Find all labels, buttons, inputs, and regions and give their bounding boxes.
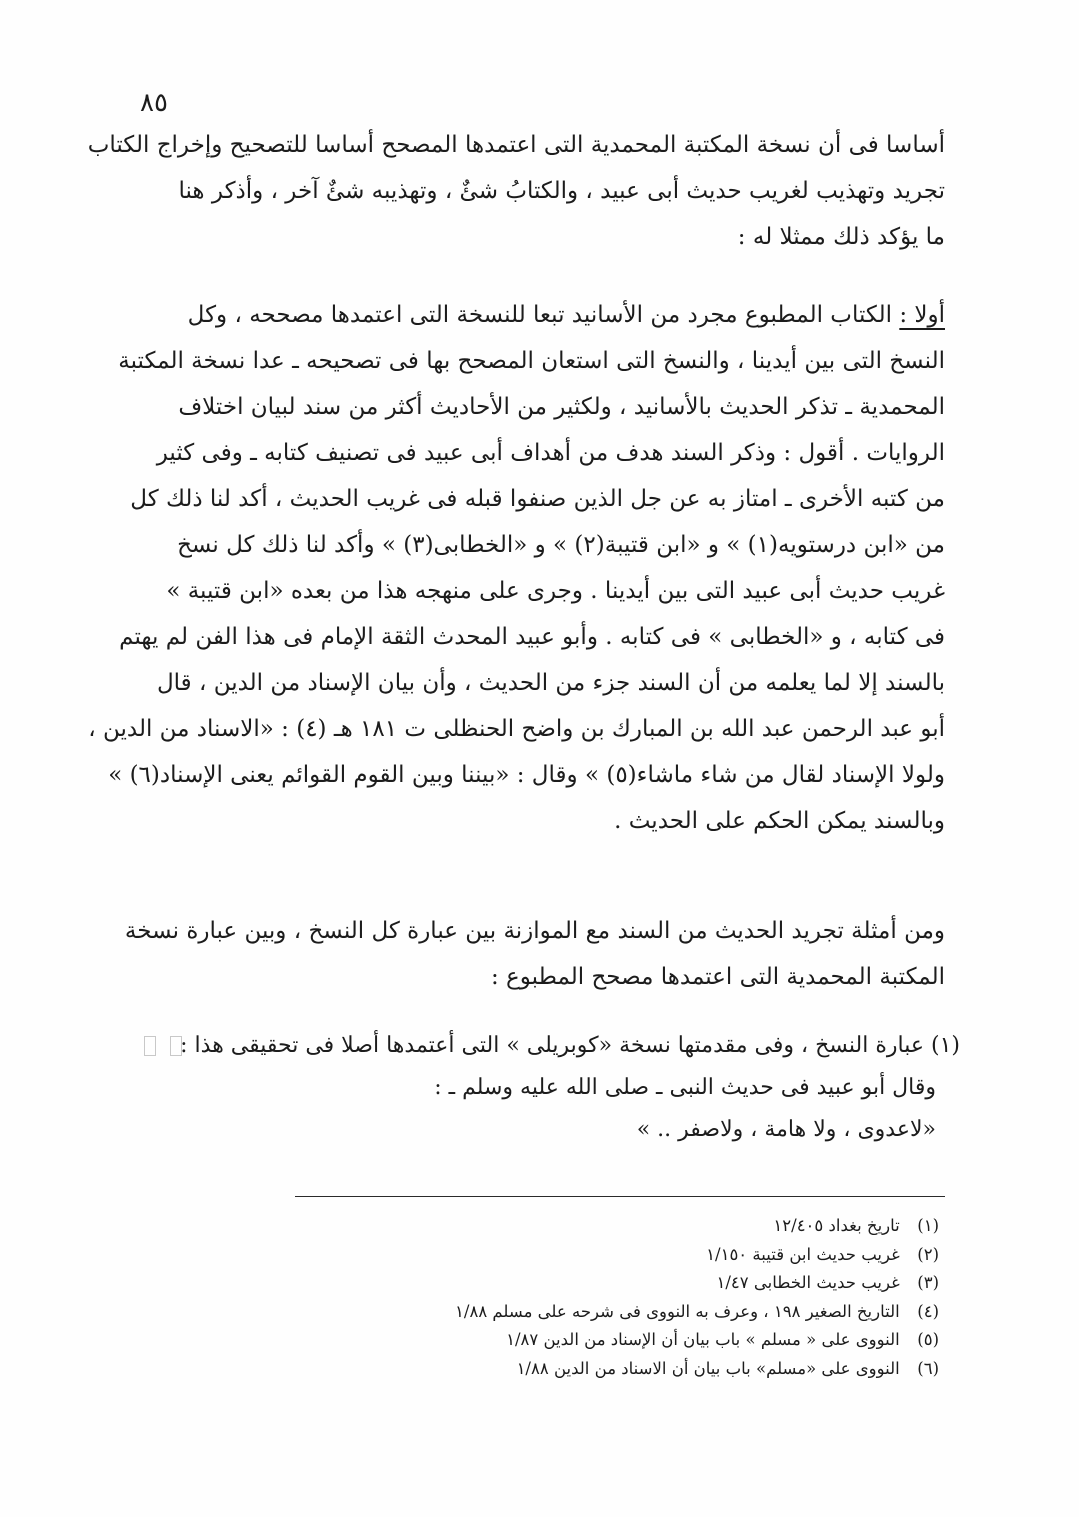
text-line — [120, 292, 945, 338]
footnote-item — [299, 1241, 939, 1270]
footnote-text: التاريخ الصغير ١٩٨ ، وعرف به النووى فى شرحه على مسلم ١/٨٨ — [455, 1301, 900, 1321]
footnote-number: (٥) — [917, 1330, 939, 1349]
footnote-number: (٤) — [917, 1301, 939, 1321]
first-point-paragraph — [88, 292, 945, 844]
example-row — [130, 1067, 960, 1109]
footnote-divider — [295, 1196, 945, 1197]
example-row — [130, 1109, 960, 1151]
text-line: ومن أمثلة تجريد الحديث من السند مع الموازنة بين عبارة كل النسخ ، وبين عبارة نسخة — [124, 918, 945, 944]
footnote-item — [299, 1298, 939, 1327]
footnote-item — [299, 1212, 939, 1241]
footnote-number: (٣) — [917, 1273, 939, 1292]
text-line: من «ابن درستويه(١) » و «ابن قتيبة(٢) » و «الخطابى(٣) » وأكد لنا ذلك كل نسخ — [177, 532, 945, 558]
footnote-text: غريب حديث ابن قتيبة ١/١٥٠ — [706, 1244, 900, 1264]
text-line: ما يؤكد ذلك ممثلا له : — [737, 224, 945, 250]
footnote-text: النووى على « مسلم » باب بيان أن الإسناد من الدين ١/٨٧ — [506, 1330, 900, 1349]
footnote-text: غريب حديث الخطابى ١/٤٧ — [716, 1273, 900, 1292]
footnote-number: (٦) — [917, 1358, 939, 1378]
text-line: أبو عبد الرحمن عبد الله بن المبارك بن واضح الحنظلى ت ١٨١ هـ (٤) : «الاسناد من الدين ، — [88, 716, 945, 742]
text-line: وبالسند يمكن الحكم على الحديث . — [614, 808, 945, 834]
text-line: المكتبة المحمدية التى اعتمدها مصحح المطبوع : — [490, 964, 945, 990]
example-text: وقال أبو عبيد فى حديث النبى ـ صلى الله عليه وسلم ـ : — [434, 1075, 936, 1100]
footnote-item — [299, 1355, 939, 1384]
margin-marker-icon — [170, 1036, 182, 1056]
footnote-item — [299, 1269, 939, 1298]
text-line: المحمدية ـ تذكر الحديث بالأسانيد ، ولكثير من الأحاديث أكثر من سند لبيان اختلاف — [178, 394, 945, 420]
text-line: أساسا فى أن نسخة المكتبة المحمدية التى اعتمدها المصحح أساسا للتصحيح وإخراج الكتاب — [87, 132, 945, 158]
text-line: غريب حديث أبى عبيد التى بين أيدينا . وجرى على منهجه هذا من بعده «ابن قتيبة » — [166, 578, 945, 604]
page-number: ٨٥ — [140, 88, 168, 118]
footnotes — [299, 1212, 939, 1383]
example-row — [130, 1025, 960, 1067]
text-line-content: الكتاب المطبوع مجرد من الأسانيد تبعا للنسخة التى اعتمدها مصححه ، وكل — [187, 302, 892, 328]
example-quote — [130, 1025, 960, 1151]
example-text: «لاعدوى ، ولا هامة ، ولاصفر .. » — [636, 1117, 936, 1142]
intro-paragraph — [87, 122, 945, 260]
text-line: تجريد وتهذيب لغريب حديث أبى عبيد ، والكتابُ شئٌ ، وتهذيبه شئٌ آخر ، وأذكر هنا — [178, 178, 945, 204]
margin-marker-icon — [144, 1036, 156, 1056]
text-line: من كتبه الأخرى ـ امتاز به عن جل الذين صنفوا قبله فى غريب الحديث ، أكد لنا ذلك كل — [130, 486, 945, 512]
footnote-number: (١) — [917, 1216, 939, 1235]
section-heading-first: أولا : — [899, 302, 945, 328]
examples-paragraph — [120, 908, 945, 1000]
text-line: فى كتابه ، و «الخطابى » فى كتابه . وأبو عبيد المحدث الثقة الإمام فى هذا الفن لم يهتم — [119, 624, 945, 650]
text-line: بالسند إلا لما يعلمه من أن السند جزء من الحديث ، وأن بيان الإسناد من الدين ، قال — [156, 670, 945, 696]
footnote-text: تاريخ بغداد ١٢/٤٠٥ — [773, 1216, 900, 1235]
example-text: (١) عبارة النسخ ، وفى مقدمتها نسخة «كوبريلى » التى أعتمدها أصلا فى تحقيقى هذا : — [180, 1033, 960, 1058]
footnote-text: النووى على «مسلم» باب بيان أن الاسناد من الدين ١/٨٨ — [516, 1358, 900, 1378]
footnote-item — [299, 1326, 939, 1355]
text-line: الروايات . أقول : وذكر السند هدف من أهداف أبى عبيد فى تصنيف كتابه ـ وفى كثير — [156, 440, 945, 466]
text-line: النسخ التى بين أيدينا ، والنسخ التى استعان المصحح بها فى تصحيحه ـ عدا نسخة المكتبة — [118, 348, 945, 374]
text-line: ولولا الإسناد لقال من شاء ماشاء(٥) » وقال : «بيننا وبين القوم القوائم يعنى الإسناد(٦) » — [108, 762, 945, 788]
footnote-number: (٢) — [917, 1244, 939, 1264]
